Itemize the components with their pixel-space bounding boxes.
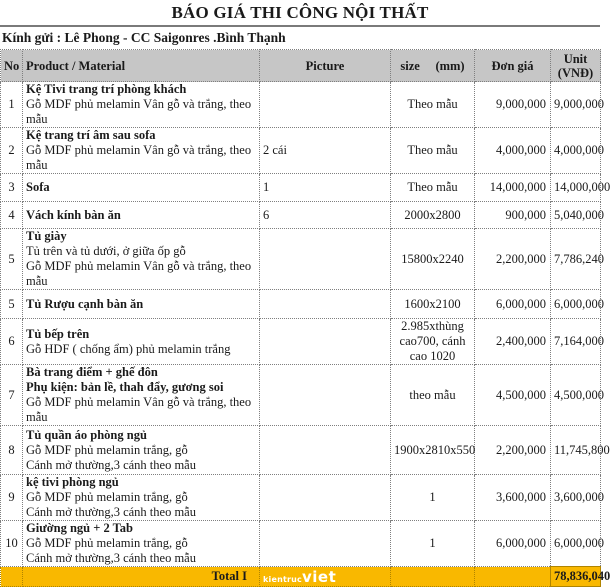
product-description: Cánh mở thường,3 cánh theo mẫu xyxy=(26,505,196,519)
row-no: 8 xyxy=(1,426,23,475)
row-picture xyxy=(260,319,391,365)
row-unit-price: 9,000,000 xyxy=(475,82,551,128)
row-no: 5 xyxy=(1,290,23,319)
table-row xyxy=(1,128,601,174)
row-picture xyxy=(260,521,391,567)
table-row xyxy=(1,229,601,290)
row-amount: 9,000,000 xyxy=(551,82,601,128)
total-no-cell xyxy=(1,567,23,587)
row-size: 1600x2100 xyxy=(391,290,475,319)
row-unit-price: 4,500,000 xyxy=(475,365,551,426)
row-no: 2 xyxy=(1,128,23,174)
row-amount: 11,745,800 xyxy=(551,426,601,475)
table-row xyxy=(1,521,601,567)
row-unit-price: 900,000 xyxy=(475,202,551,229)
header-amount-line2: (VNĐ) xyxy=(557,65,594,80)
row-no: 5 xyxy=(1,229,23,290)
product-name: kệ tivi phòng ngủ xyxy=(26,475,119,489)
table-row xyxy=(1,365,601,426)
row-size: 1 xyxy=(391,475,475,521)
product-name: Tủ Rượu cạnh bàn ăn xyxy=(26,296,144,311)
row-product xyxy=(23,202,260,229)
row-no: 9 xyxy=(1,475,23,521)
row-size: Theo mẫu xyxy=(391,82,475,128)
product-name: Bà trang điểm + ghế đôn xyxy=(26,365,158,379)
row-no: 6 xyxy=(1,319,23,365)
table-row xyxy=(1,475,601,521)
row-product xyxy=(23,521,260,567)
product-accessories: Phụ kiện: bản lề, thah đẩy, gương soi xyxy=(26,380,224,394)
watermark-big: viet xyxy=(302,567,337,586)
product-name: Kệ Tivi trang trí phòng khách xyxy=(26,82,187,96)
product-name: Tủ giày xyxy=(26,229,67,243)
table-row xyxy=(1,174,601,202)
product-name: Tủ bếp trên xyxy=(26,326,90,341)
product-description: Gỗ MDF phủ melamin Vân gỗ và trắng, theo mẫu xyxy=(26,97,252,126)
row-size: 1 xyxy=(391,521,475,567)
row-product xyxy=(23,365,260,426)
total-size-cell xyxy=(391,567,475,587)
product-description: Gỗ MDF phủ melamin Vân gỗ và trắng, theo mẫu xyxy=(26,395,252,424)
table-row xyxy=(1,82,601,128)
row-unit-price: 2,200,000 xyxy=(475,426,551,475)
row-product xyxy=(23,128,260,174)
row-product xyxy=(23,82,260,128)
row-amount: 3,600,000 xyxy=(551,475,601,521)
header-amount xyxy=(551,50,601,82)
row-product xyxy=(23,426,260,475)
row-amount: 14,000,000 xyxy=(551,174,601,202)
row-amount: 5,040,000 xyxy=(551,202,601,229)
row-no: 4 xyxy=(1,202,23,229)
row-product xyxy=(23,229,260,290)
product-description: Tủ trên và tủ dưới, ở giữa ốp gỗ xyxy=(26,244,186,258)
header-picture: Picture xyxy=(260,50,391,82)
table-header-row xyxy=(1,50,601,82)
row-picture xyxy=(260,82,391,128)
product-description: Gỗ HDF ( chống ẩm) phủ melamin trắng xyxy=(26,341,231,356)
row-picture xyxy=(260,290,391,319)
row-product xyxy=(23,290,260,319)
product-name: Tủ quần áo phòng ngủ xyxy=(26,427,147,442)
product-name: Sofa xyxy=(26,180,50,194)
row-amount: 4,000,000 xyxy=(551,128,601,174)
title-divider xyxy=(0,25,600,27)
product-name: Giường ngủ + 2 Tab xyxy=(26,521,134,535)
row-no: 3 xyxy=(1,174,23,202)
row-picture xyxy=(260,229,391,290)
row-unit-price: 6,000,000 xyxy=(475,521,551,567)
row-no: 7 xyxy=(1,365,23,426)
product-description: Gỗ MDF phủ melamin Vân gỗ và trắng, theo mẫu xyxy=(26,143,252,172)
row-amount: 7,786,240 xyxy=(551,229,601,290)
page-title: BÁO GIÁ THI CÔNG NỘI THẤT xyxy=(171,3,429,22)
row-picture xyxy=(260,475,391,521)
row-picture: 6 xyxy=(260,202,391,229)
product-name: Kệ trang trí âm sau sofa xyxy=(26,128,156,142)
row-amount: 6,000,000 xyxy=(551,521,601,567)
product-description: Cánh mở thường,3 cánh theo mẫu xyxy=(26,457,196,472)
row-picture: 1 xyxy=(260,174,391,202)
row-amount: 7,164,000 xyxy=(551,319,601,365)
product-description: Cánh mở thường,3 cánh theo mẫu xyxy=(26,551,196,565)
row-size: Theo mẫu xyxy=(391,128,475,174)
row-size: theo mẫu xyxy=(391,365,475,426)
row-amount: 4,500,000 xyxy=(551,365,601,426)
row-size: 1900x2810x550 xyxy=(391,426,475,475)
row-unit-price: 6,000,000 xyxy=(475,290,551,319)
product-description: Gỗ MDF phủ melamin trắng, gỗ xyxy=(26,490,188,504)
recipient-line: Kính gửi : Lê Phong - CC Saigonres .Bình Thạnh xyxy=(2,30,286,45)
header-amount-line1: Unit xyxy=(563,51,588,66)
row-unit-price: 3,600,000 xyxy=(475,475,551,521)
watermark-small: kientruc xyxy=(263,574,302,584)
quotation-table xyxy=(0,49,610,587)
row-unit-price: 2,200,000 xyxy=(475,229,551,290)
row-unit-price: 2,400,000 xyxy=(475,319,551,365)
row-size: 2000x2800 xyxy=(391,202,475,229)
row-product xyxy=(23,475,260,521)
row-unit-price: 14,000,000 xyxy=(475,174,551,202)
product-description: Gỗ MDF phủ melamin trắng, gỗ xyxy=(26,442,188,457)
header-unit-price: Đơn giá xyxy=(475,50,551,82)
watermark-logo xyxy=(263,567,337,586)
row-size: Theo mẫu xyxy=(391,174,475,202)
total-row xyxy=(1,567,601,587)
row-amount: 6,000,000 xyxy=(551,290,601,319)
row-size: 2.985xthùng cao700, cánh cao 1020 xyxy=(391,319,475,365)
row-product xyxy=(23,319,260,365)
row-picture: 2 cái xyxy=(260,128,391,174)
product-description: Gỗ MDF phủ melamin trắng, gỗ xyxy=(26,536,188,550)
product-description: Gỗ MDF phủ melamin Vân gỗ và trắng, theo mẫu xyxy=(26,259,252,288)
table-row xyxy=(1,290,601,319)
table-body xyxy=(1,82,610,567)
header-product: Product / Material xyxy=(23,50,260,82)
row-no: 10 xyxy=(1,521,23,567)
product-name: Vách kính bàn ăn xyxy=(26,207,121,222)
header-no: No xyxy=(1,50,23,82)
total-label: Total I xyxy=(23,567,260,587)
header-size: size (mm) xyxy=(391,50,475,82)
row-no: 1 xyxy=(1,82,23,128)
row-picture xyxy=(260,365,391,426)
total-amount: 78,836,040 xyxy=(551,567,601,587)
table-row xyxy=(1,426,601,475)
total-price-cell xyxy=(475,567,551,587)
table-row xyxy=(1,319,601,365)
row-size: 15800x2240 xyxy=(391,229,475,290)
row-picture xyxy=(260,426,391,475)
row-product xyxy=(23,174,260,202)
total-watermark-cell xyxy=(260,567,391,587)
row-unit-price: 4,000,000 xyxy=(475,128,551,174)
table-row xyxy=(1,202,601,229)
